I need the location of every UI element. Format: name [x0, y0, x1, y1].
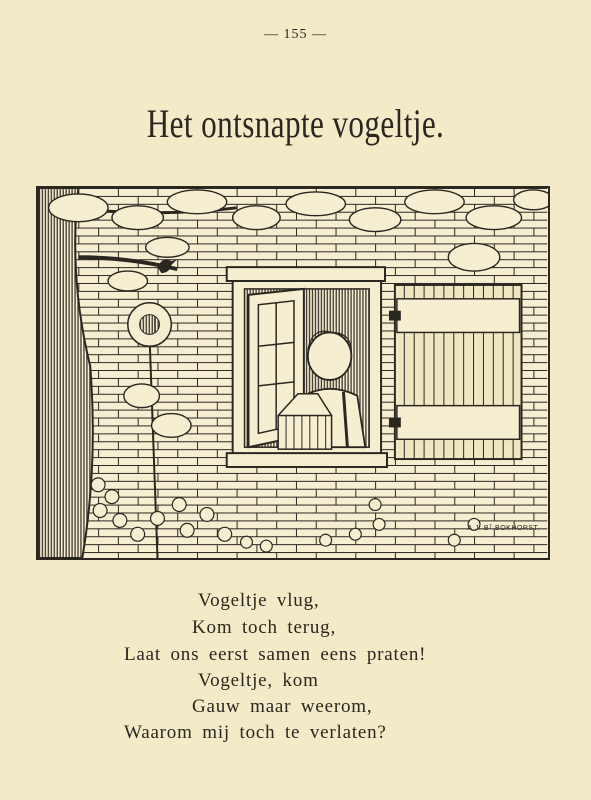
poem-line: Gauw maar weerom,: [192, 696, 373, 717]
poem-line: Waarom mij toch te verlaten?: [124, 722, 387, 743]
illustration-drawing: [38, 188, 548, 558]
poem-line: Vogeltje, kom: [198, 670, 319, 691]
illustration: [36, 186, 550, 560]
wooden-shutter: [389, 285, 522, 459]
poem-line: Laat ons eerst samen eens praten!: [124, 644, 427, 665]
artist-signature: A.J. Bᵀ BOKHORST.: [467, 525, 540, 532]
poem-title: Het ontsnapte vogeltje.: [146, 101, 445, 146]
page-number: — 155 —: [264, 27, 327, 42]
poem-line: Kom toch terug,: [192, 617, 337, 638]
poem-line: Vogeltje vlug,: [198, 590, 320, 611]
